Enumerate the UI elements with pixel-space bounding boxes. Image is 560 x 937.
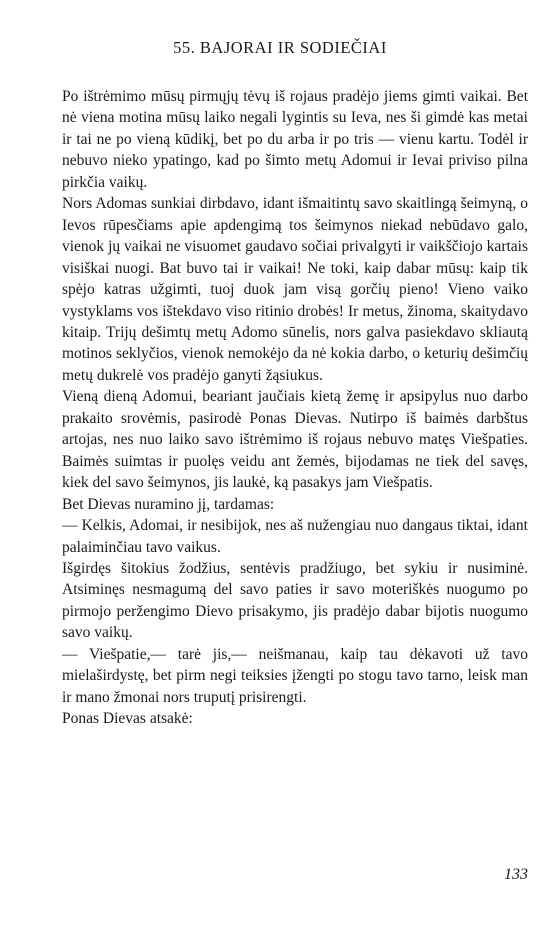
dialogue-line: — Viešpatie,— tarė jis,— neišmanau, kaip tau dėkavoti už tavo mielaširdystę, bet pirm negi teiksies įžengti po stogu tavo tarno, leisk man ir mano žmonai nors truputį prisirengti. bbox=[62, 645, 528, 706]
dialogue-line: — Kelkis, Adomai, ir nesibijok, nes aš nužengiau nuo dangaus tiktai, idant palaiminčiau tavo vaikus. bbox=[62, 517, 528, 556]
paragraph: Ponas Dievas atsakė: bbox=[62, 710, 193, 728]
page-number: 133 bbox=[504, 866, 528, 883]
paragraph: Vieną dieną Adomui, beariant jaučiais kietą žemę ir apsipylus nuo darbo prakaito srovėmis, pasirodė Ponas Dievas. Nutirpo iš baimės darbštus artojas, nes nuo laiko savo ištrėmimo iš rojaus nebuvo matęs Viešpaties. Baimės suimtas ir puolęs veidu ant žemės, bijodamas ne tiek del savęs, kiek del savo šeimynos, jis laukė, ką pasakys jam Viešpatis. bbox=[62, 388, 528, 492]
chapter-text bbox=[62, 86, 528, 730]
paragraph: Po ištrėmimo mūsų pirmųjų tėvų iš rojaus pradėjo jiems gimti vaikai. Bet nė viena motina mūsų laiko negali lygintis su Ieva, nes ši gimdė kas metai ir tai ne po vieną kūdikį, bet po du arba ir po tris — vienu kartu. Todėl ir nebuvo nieko ypatingo, kad po šimto metų Adomui ir Ievai priviso pilna pirkčia vaikų. bbox=[62, 88, 528, 191]
paragraph: Nors Adomas sunkiai dirbdavo, idant išmaitintų savo skaitlingą šeimyną, o Ievos rūpesčiams apie apdengimą tos šeimynos niekad nebūdavo galo, vienok jų vaikai ne visuomet gaudavo sočiai privalgyti ir vaikščiojo kartais visiškai nuogi. Bat buvo tai ir vaikai! Ne toki, kaip dabar mūsų: kaip tik spėjo katras užgimti, tuoj duok jam visą gorčių pieno! Vieno vaiko vystyklams vos ištekdavo viso ritinio drobės! Ir metus, žinoma, skaitydavo kitaip. Trijų dešimtų metų Adomo sūnelis, nors galva pasiekdavo skliautą motinos seklyčios, vienok nemokėjo da nė kokia darbo, o keturių dešimčių metų dukrelė vos pradėjo ganyti žąsiukus. bbox=[62, 195, 528, 384]
paragraph: Išgirdęs šitokius žodžius, sentėvis pradžiugo, bet sykiu ir nusiminė. Atsiminęs nesmagumą del savo paties ir savo moteriškės nuogumo po pirmojo peržengimo Dievo prisakymo, jis pradėjo dabar bijotis nuogumo savo vaikų. bbox=[62, 559, 528, 642]
chapter-title: 55. BAJORAI IR SODIEČIAI bbox=[173, 38, 387, 57]
paragraph: Bet Dievas nuramino jį, tardamas: bbox=[62, 495, 275, 513]
